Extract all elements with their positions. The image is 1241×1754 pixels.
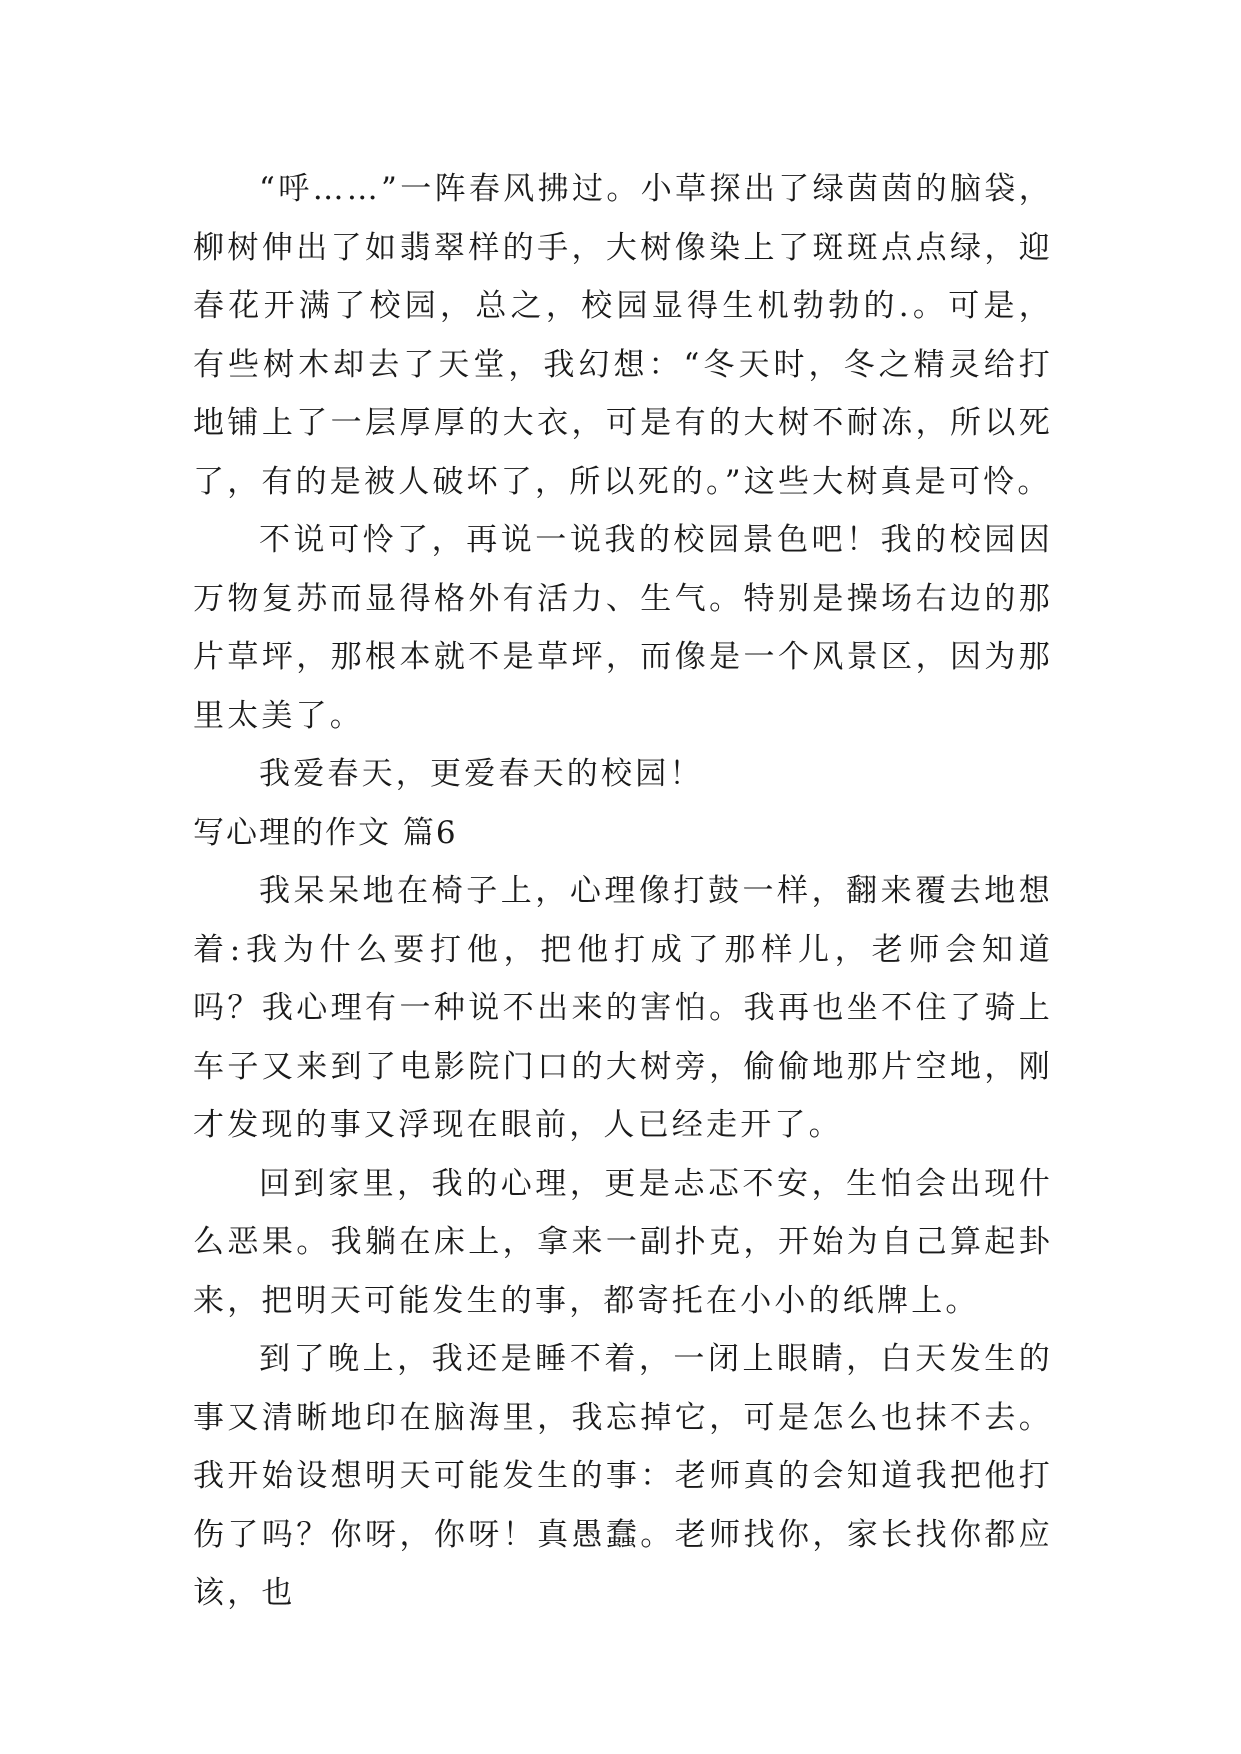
- paragraph-at-night: 到了晚上，我还是睡不着，一闭上眼睛，白天发生的事又清晰地印在脑海里，我忘掉它，可是怎么也抹不去。我开始设想明天可能发生的事：老师真的会知道我把他打伤了吗？你呀，你呀！真愚蠢。老师找你，家长找你都应该，也: [193, 1341, 1053, 1611]
- paragraph-spring-breeze: “呼……”一阵春风拂过。小草探出了绿茵茵的脑袋，柳树伸出了如翡翠样的手，大树像染上了斑斑点点绿，迎春花开满了校园，总之，校园显得生机勃勃的.。可是，有些树木却去了天堂，我幻想：“冬天时，冬之精灵给打地铺上了一层厚厚的大衣，可是有的大树不耐冻，所以死了，有的是被人破坏了，所以死的。”这些大树真是可怜。: [193, 171, 1053, 500]
- paragraph-love-spring: 我爱春天，更爱春天的校园！: [259, 756, 704, 792]
- document-body: [193, 160, 1053, 1623]
- section-heading: 写心理的作文 篇6: [193, 814, 458, 851]
- paragraph-campus-scenery: 不说可怜了，再说一说我的校园景色吧！我的校园因万物复苏而显得格外有活力、生气。特别是操场右边的那片草坪，那根本就不是草坪，而像是一个风景区，因为那里太美了。: [193, 522, 1053, 734]
- paragraph-sitting-on-chair: 我呆呆地在椅子上，心理像打鼓一样，翻来覆去地想着:我为什么要打他，把他打成了那样儿，老师会知道吗？我心理有一种说不出来的害怕。我再也坐不住了骑上车子又来到了电影院门口的大树旁，偷偷地那片空地，刚才发现的事又浮现在眼前，人已经走开了。: [193, 873, 1053, 1143]
- paragraph-back-home: 回到家里，我的心理，更是忐忑不安，生怕会出现什么恶果。我躺在床上，拿来一副扑克，开始为自己算起卦来，把明天可能发生的事，都寄托在小小的纸牌上。: [193, 1165, 1053, 1319]
